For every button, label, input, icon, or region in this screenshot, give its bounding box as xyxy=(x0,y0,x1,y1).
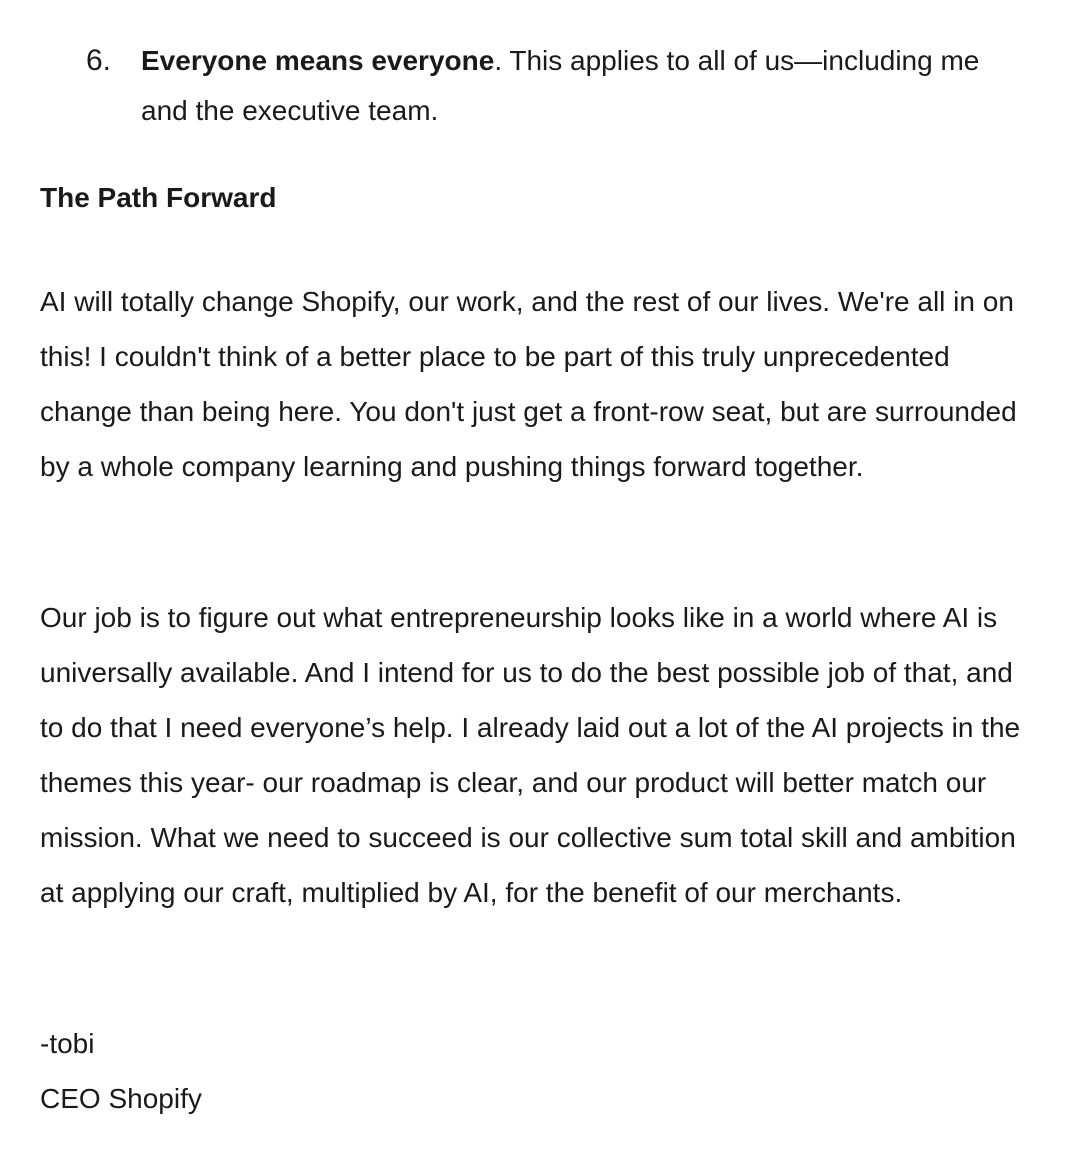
signoff xyxy=(40,1016,202,1126)
list-number: 6. xyxy=(86,44,112,77)
signoff-title: CEO Shopify xyxy=(40,1083,202,1114)
list-item-6 xyxy=(86,36,1026,136)
paragraph-our-job: Our job is to figure out what entrepreneurship looks like in a world where AI is universally available. And I intend for us to do the best possible job of that, and to do that I need everyone’s help. I already laid out a lot of the AI projects in the themes this year- our roadmap is clear, and our product will better match our mission. What we need to succeed is our collective sum total skill and ambition at applying our craft, multiplied by AI, for the benefit of our merchants. xyxy=(40,602,1021,908)
list-item-text xyxy=(141,36,1026,136)
signoff-name: -tobi xyxy=(40,1028,95,1059)
paragraph-ai-change: AI will totally change Shopify, our work, and the rest of our lives. We're all in on this! I couldn't think of a better place to be part of this truly unprecedented change than being here. You don't just get a front-row seat, but are surrounded by a whole company learning and pushing things forward together. xyxy=(40,286,1017,482)
list-item-body-text: . This applies to all of us—including me and the executive team. xyxy=(141,45,980,126)
list-item-bold-text: Everyone means everyone xyxy=(141,45,495,76)
section-heading: The Path Forward xyxy=(40,182,277,213)
